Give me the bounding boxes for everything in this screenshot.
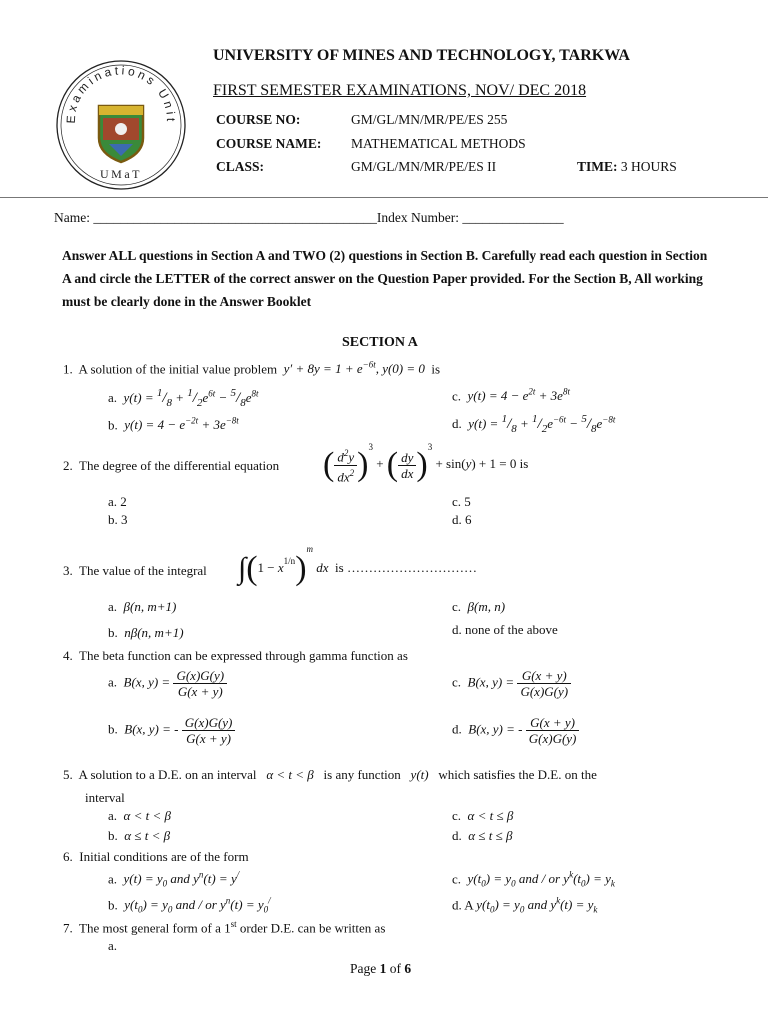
question-4: [63, 648, 408, 664]
q6-text: Initial conditions are of the form: [79, 849, 249, 864]
q5-option-d[interactable]: d. α ≤ t ≤ β: [452, 828, 513, 843]
instructions: Answer ALL questions in Section A and TWO (2) questions in Section B. Carefully read each question in Section A and circle the LETTER of the correct answer on the Question Paper provided. For the Section B, All working must be clearly done in the Answer Booklet: [62, 248, 708, 309]
q6-number: 6.: [63, 849, 73, 864]
question-1: [63, 360, 440, 377]
q5-text-cont: interval: [85, 790, 125, 805]
q1-option-d[interactable]: d. $y(t) = ^1/_8 + ^1/_2e^{-6t} - ^5/_8e^{-8t}$: [452, 413, 616, 435]
q3-option-d[interactable]: d. none of the above: [452, 622, 558, 637]
name-index-line: Name: __________________________________________Index Number: _______________: [54, 210, 564, 225]
course-no-value: GM/GL/MN/MR/PE/ES 255: [351, 112, 508, 127]
course-name-value: MATHEMATICAL METHODS: [351, 136, 526, 151]
course-name-label: COURSE NAME:: [216, 136, 322, 151]
section-title: SECTION A: [342, 335, 418, 350]
university-title: UNIVERSITY OF MINES AND TECHNOLOGY, TARKWA: [213, 47, 630, 64]
q2-tail: is: [519, 456, 529, 471]
page-number: 1: [379, 961, 387, 976]
q4-option-c[interactable]: c. B(x, y) = $\frac{G(x + y)}{G(x)G(y)}$: [452, 668, 571, 699]
q7-option-a[interactable]: a.: [108, 938, 118, 953]
q6-option-a[interactable]: a. $y(t) = y_0$ and $y^n(t) = y^/$: [108, 870, 240, 889]
q5-option-a[interactable]: a. α < t < β: [108, 808, 171, 823]
q1-text: A solution of the initial value problem: [78, 361, 278, 377]
q3-text: The value of the integral: [79, 563, 207, 578]
question-3: [63, 563, 207, 579]
q3-tail: is …………………………: [335, 560, 477, 575]
q5-option-b[interactable]: b. α ≤ t < β: [108, 828, 171, 843]
question-7: 7. The most general form of a 1st order D.E. can be written as: [63, 919, 386, 936]
umat-seal: [54, 58, 188, 192]
q2-option-d[interactable]: d. 6: [452, 512, 472, 527]
q4-text: The beta function can be expressed through gamma function as: [79, 648, 408, 663]
q2-number: 2.: [63, 458, 73, 473]
q3-option-c[interactable]: c. β(m, n): [452, 599, 506, 614]
q5-number: 5.: [63, 767, 73, 782]
q6-option-d[interactable]: d. A $y(t_0) = y_0$ and $y^k(t) = y_k$: [452, 896, 598, 915]
q4-option-b[interactable]: b. B(x, y) = - $\frac{G(x)G(y)}{G(x + y)}$: [108, 715, 235, 746]
page-footer: Page 1 of 6: [350, 961, 412, 976]
q3-integral: $\int(1 - x^{1/n})^m$ dx is …………………………: [238, 544, 477, 588]
class-label: CLASS:: [216, 159, 265, 174]
seal-bottom-text: UMaT: [100, 167, 142, 181]
page-total: 6: [404, 961, 412, 976]
q4-number: 4.: [63, 648, 73, 663]
q3-option-a[interactable]: a. β(n, m+1): [108, 599, 177, 614]
q1-tail: is: [431, 361, 441, 377]
q2-equation: ( $\frac{d^2y}{dx^2}$ )$^3$ + ( $\frac{dy}{dx}$ )$^3$ + sin(y) + 1 = 0 is: [323, 442, 529, 484]
seal-arc-text: Examinations Unit: [63, 63, 179, 125]
q7-number: 7.: [63, 920, 73, 936]
q1-option-c[interactable]: c. $y(t) = 4 - e^{2t} + 3e^{8t}$: [452, 387, 570, 404]
class-value: GM/GL/MN/MR/PE/ES II: [351, 159, 497, 174]
q6-option-b[interactable]: b. $y(t_0) = y_0$ and / or $y^n(t) = y_0^/$: [108, 896, 271, 915]
time-label: TIME:: [577, 159, 618, 174]
question-2: [63, 458, 279, 474]
q1-number: 1.: [63, 361, 73, 377]
exam-title: FIRST SEMESTER EXAMINATIONS, NOV/ DEC 2018: [213, 82, 587, 99]
q4-option-a[interactable]: a. B(x, y) = $\frac{G(x)G(y)}{G(x + y)}$: [108, 668, 227, 699]
q3-option-b[interactable]: b. nβ(n, m+1): [108, 625, 184, 640]
q3-number: 3.: [63, 563, 73, 578]
seal-graphic: [54, 58, 188, 192]
question-5: 5. A solution to a D.E. on an interval α < t < β is any function y(t) which satisfies the D.E. on the: [63, 767, 597, 782]
time-value: 3 HOURS: [620, 159, 677, 174]
q4-option-d[interactable]: d. B(x, y) = - $\frac{G(x + y)}{G(x)G(y)}$: [452, 715, 579, 746]
q2-option-a[interactable]: a. 2: [108, 494, 127, 509]
q5-option-c[interactable]: c. α < t ≤ β: [452, 808, 514, 823]
q6-option-c[interactable]: c. $y(t_0) = y_0$ and / or $y^k(t_0) = y_k$: [452, 870, 615, 889]
q1-option-a[interactable]: a. $y(t) = ^1/_8 + ^1/_2e^{6t} - ^5/_8e^{8t}$: [108, 387, 259, 409]
course-no-label: COURSE NO:: [216, 112, 301, 127]
q2-text: The degree of the differential equation: [79, 458, 280, 473]
question-6: [63, 849, 249, 865]
q1-ivp: $y' + 8y = 1 + e^{-6t}$, y(0) = 0: [283, 360, 425, 377]
q2-option-b[interactable]: b. 3: [108, 512, 128, 527]
q2-option-c[interactable]: c. 5: [452, 494, 471, 509]
time-block: [577, 159, 677, 175]
header-divider: [0, 197, 768, 198]
q1-option-b[interactable]: b. $y(t) = 4 - e^{-2t} + 3e^{-8t}$: [108, 416, 239, 433]
